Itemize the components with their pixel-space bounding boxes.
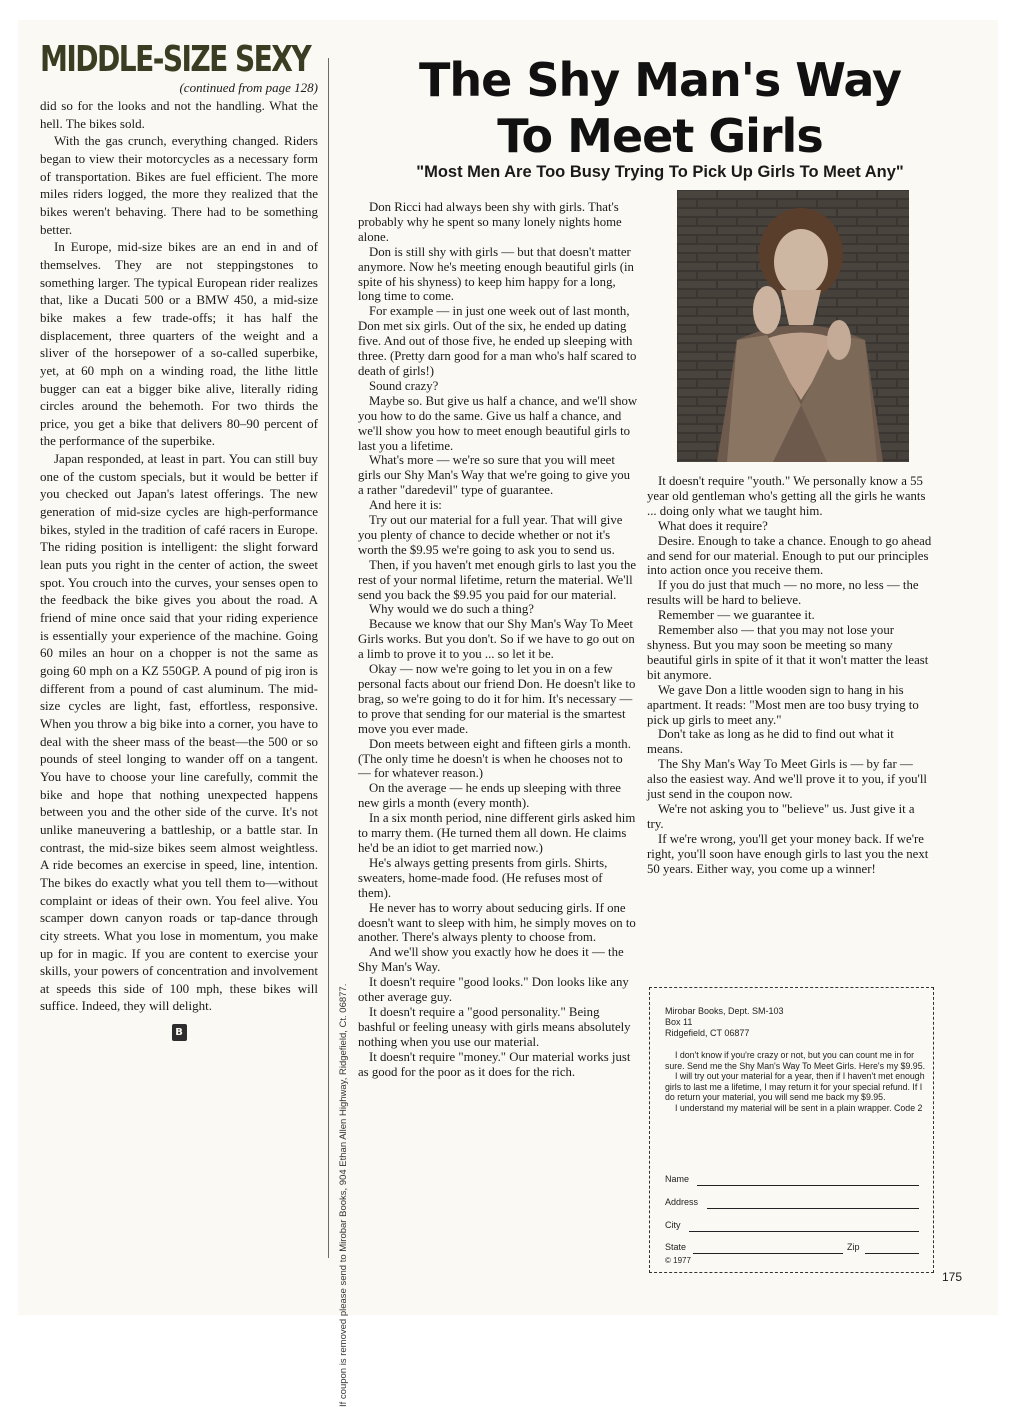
paragraph: We're not asking you to "believe" us. Just give it a try.: [647, 801, 915, 831]
coupon-body: [665, 1050, 927, 1114]
left-article: [40, 40, 318, 1041]
paragraph: Japan responded, at least in part. You can still buy one of the custom specials, but it would be better if you checked out Japan's latest offerings. The new generation of mid-size cycles are high-performance bikes, styled in the tradition of café racers in Europe. The riding position is intelligent: the slight forward lean puts you right in the center of action, the sweet spot. You crouch into the curves, your senses open to the feedback the bike gives you about the road. A friend of mine once said that your riding experience is essentially your experience of the machine. Going 60 miles an hour on a chopper is not the same as going 60 mph on a KZ 550GP. A pound of pig iron is different from a pound of cast aluminum. The mid-size cycles are light, fast, effortless, responsive. When you throw a big bike into a corner, you have to deal with the sheer mass of the beast—the 500 or so pounds of steel longing to wander off on a tangent. You have to choose your line carefully, commit the bike and hope that nothing unexpected happens between you and the other side of the curve. It's not unlike maneuvering a battleship, or a battle star. In contrast, the mid-size bikes seem almost weightless. A ride becomes an exercise in speed, line, intention. The bikes do exactly what you tell them to—without complaint or ideas of their own. You feel alive. You scamper down canyon roads or tap-dance through city streets. What you lose in momentum, you make up for in magic. If you are content to exercise your skills, your powers of concentration and involvement at speeds this side of 100 mph, these bikes will suffice. Indeed, they will delight.: [40, 451, 318, 1014]
paragraph: Why would we do such a thing?: [369, 602, 534, 617]
coupon-paragraph: I don't know if you're crazy or not, but you can count me in for sure. Send me the Shy Man's Way To Meet Girls. Here's my $9.95.: [665, 1050, 926, 1071]
coupon-address-line: Ridgefield, CT 06877: [665, 1028, 750, 1038]
paragraph: Don is still shy with girls — but that doesn't matter anymore. Now he's meeting enough beautiful girls (in spite of his shyness) to keep him happy for a long, long time to come.: [358, 244, 634, 304]
city-line: [689, 1231, 919, 1232]
continued-note: (continued from page 128): [179, 80, 318, 95]
address-line: [707, 1208, 919, 1209]
paragraph: We gave Don a little wooden sign to hang in his apartment. It reads: "Most men are too busy trying to pick up girls to meet any.": [647, 682, 919, 727]
name-label: Name: [665, 1174, 690, 1184]
paragraph: He never has to worry about seducing girls. If one doesn't want to sleep with him, he simply moves on to another. There's always plenty to choose from.: [358, 900, 636, 945]
paragraph: And we'll show you exactly how he does it — the Shy Man's Way.: [358, 945, 624, 975]
ad-middle-column: [358, 200, 638, 1079]
state-zip-field[interactable]: [665, 1242, 923, 1256]
paragraph: It doesn't require a "good personality." Being bashful or feeling uneasy with girls means absolutely nothing when you use our material.: [358, 1004, 631, 1049]
paragraph: If you do just that much — no more, no less — the results will be hard to believe.: [647, 578, 919, 608]
state-label: State: [665, 1242, 687, 1252]
paragraph: Don Ricci had always been shy with girls. That's probably why he spent so many lonely nights home alone.: [358, 200, 622, 244]
paragraph: And here it is:: [369, 498, 442, 513]
paragraph: Desire. Enough to take a chance. Enough to go ahead and send for our material. Enough to put our principles into action once you receive them.: [647, 533, 932, 578]
ad-subhead: "Most Men Are Too Busy Trying To Pick Up Girls To Meet Any": [416, 163, 904, 181]
coupon-address: [665, 1006, 784, 1039]
address-field[interactable]: [665, 1197, 923, 1211]
paragraph: Don't take as long as he did to find out what it means.: [647, 727, 894, 757]
paragraph: With the gas crunch, everything changed. Riders began to view their motorcycles as a necessary form of transportation. Bikes are fuel efficient. The more miles riders logged, the more they realized that the bikes weren't behaving. There had to be something better.: [40, 133, 318, 237]
paragraph: It doesn't require "youth." We personally know a 55 year old gentleman who's getting all the girls he wants ... doing only what we taught him.: [647, 474, 926, 518]
paragraph: Okay — now we're going to let you in on a few personal facts about our friend Don. He doesn't like to brag, so we're going to do it for him. It's necessary — to prove that sending for our material is the smartest move you ever made.: [358, 662, 636, 736]
paragraph: The Shy Man's Way To Meet Girls is — by far — also the easiest way. And we'll prove it to you, if you'll just send in the coupon now.: [647, 757, 927, 802]
paragraph: Remember also — that you may not lose your shyness. But you may soon be meeting so many beautiful girls in spite of it that it won't matter the least bit anymore.: [647, 623, 929, 682]
zip-label: Zip: [847, 1242, 860, 1252]
column-divider: [328, 58, 329, 1258]
section-title: MIDDLE-SIZE SEXY: [40, 39, 311, 80]
coupon-address-line: Mirobar Books, Dept. SM-103: [665, 1006, 784, 1016]
left-article-body: [40, 97, 318, 1015]
paragraph: If we're wrong, you'll get your money back. If we're right, you'll soon have enough girls to last you the next 50 years. Either way, you come up a winner!: [647, 831, 929, 876]
name-line: [697, 1185, 919, 1186]
copyright: © 1977: [665, 1256, 691, 1265]
ad-right-column: [647, 474, 932, 876]
coupon-paragraph: I understand my material will be sent in a plain wrapper. Code 2: [675, 1102, 923, 1113]
paragraph: Because we know that our Shy Man's Way To Meet Girls works. But you don't. So if we have to go out on a limb to prove it to you ... so let it be.: [358, 617, 635, 662]
city-label: City: [665, 1220, 681, 1230]
headline-line-1: The Shy Man's Way: [419, 53, 901, 107]
state-line: [693, 1253, 843, 1254]
order-coupon[interactable]: [649, 987, 934, 1273]
paragraph: For example — in just one week out of last month, Don met six girls. Out of the six, he ended up dating five. And out of those five, he ended up sleeping with three. (Pretty darn good for a man who's half scared to death of girls!): [358, 304, 637, 378]
model-photo-illustration: [677, 190, 909, 462]
paragraph: What does it require?: [658, 518, 768, 533]
paragraph: He's always getting presents from girls. Shirts, sweaters, home-made food. (He refuses most of them).: [358, 855, 608, 900]
paragraph: It doesn't require "good looks." Don looks like any other average guy.: [358, 975, 629, 1005]
paragraph: It doesn't require "money." Our material works just as good for the poor as it does for the rich.: [358, 1049, 631, 1079]
paragraph: did so for the looks and not the handling. What the hell. The bikes sold.: [40, 98, 318, 131]
paragraph: Try out our material for a full year. That will give you plenty of chance to decide whether or not it's worth the $9.95 we're going to ask you to send us.: [358, 513, 623, 557]
paragraph: Remember — we guarantee it.: [658, 608, 815, 623]
headline-line-2: To Meet Girls: [497, 109, 823, 163]
coupon-address-line: Box 11: [665, 1017, 693, 1027]
coupon-paragraph: I will try out your material for a year, then if I haven't met enough girls to last me a lifetime, I may return it for your special refund. If I do return your material, you will send me back my $9.95.: [665, 1071, 925, 1103]
paragraph: In Europe, mid-size bikes are an end in and of themselves. They are not steppingstones to something larger. The typical European rider realizes that, like a Ducati 500 or a BMW 450, a mid-size bike makes a few trade-offs; it has half the displacement, three quarters of the weight and a sliver of the horsepower of a so-called superbike, yet, at 60 mph on a winding road, the lithe little bugger can eat a bigger bike alive, literally riding circles around the behemoth. For two thirds the price, you get a bike that delivers 80–90 percent of the performance of the superbike.: [40, 239, 318, 449]
paragraph: On the average — he ends up sleeping with three new girls a month (every month).: [358, 781, 621, 811]
magazine-logo-icon: B: [172, 1024, 187, 1041]
page-number: 175: [942, 1270, 963, 1284]
coupon-mailing-note: If coupon is removed please send to Mirobar Books, 904 Ethan Allen Highway, Ridgefield, Ct. 06877.: [338, 983, 349, 1407]
ad-headline: [345, 52, 975, 164]
paragraph: Then, if you haven't met enough girls to last you the rest of your normal lifetime, return the material. We'll send you back the $9.95 you paid for our material.: [358, 557, 637, 602]
address-label: Address: [665, 1197, 699, 1207]
city-field[interactable]: [665, 1220, 923, 1234]
model-photo: [677, 190, 909, 462]
paragraph: Don meets between eight and fifteen girls a month. (The only time he doesn't is when he chooses not to — for whatever reason.): [358, 736, 631, 781]
paragraph: What's more — we're so sure that you will meet girls our Shy Man's Way that we're going to give you a rather "daredevil" type of guarantee.: [358, 453, 631, 498]
paragraph: Maybe so. But give us half a chance, and we'll show you how to do the same. Give us half a chance, and we'll show you how to meet enough beautiful girls to last you a lifetime.: [358, 393, 638, 453]
zip-line: [865, 1253, 919, 1254]
name-field[interactable]: [665, 1174, 923, 1188]
paragraph: In a six month period, nine different girls asked him to marry them. (He turned them all down. He claims he'd be an idiot to get married now.): [358, 811, 636, 855]
paragraph: Sound crazy?: [369, 378, 439, 393]
